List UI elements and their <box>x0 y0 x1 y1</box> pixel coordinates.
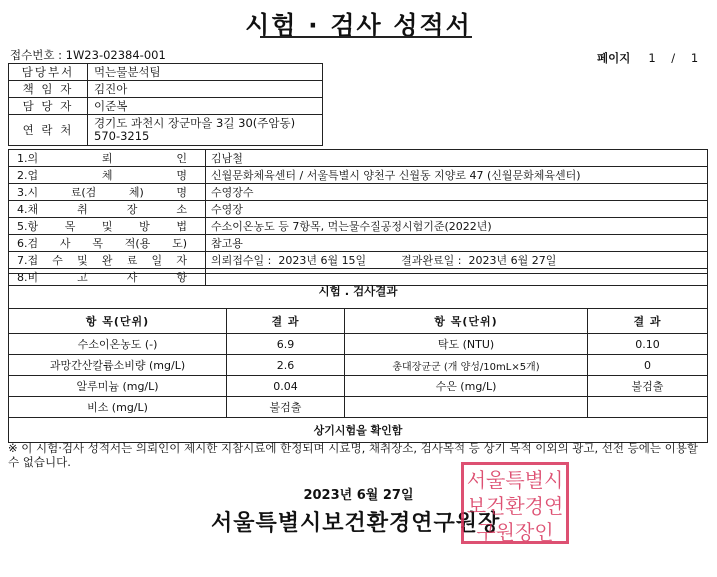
result-item: 과망간산칼륨소비량 (mg/L) <box>9 355 227 376</box>
info-key: 6.검 사 목 적(용 도) <box>9 235 206 252</box>
info-value: 의뢰접수일 : 2023년 6월 15일 결과완료일 : 2023년 6월 27일 <box>206 252 708 269</box>
info-key: 1.의 뢰 인 <box>9 150 206 167</box>
info-row <box>9 201 708 218</box>
page-indicator <box>597 50 704 66</box>
staff-value: 먹는물분석팀 <box>88 64 323 81</box>
info-row <box>9 150 708 167</box>
result-value: 6.9 <box>227 334 345 355</box>
info-key: 7.접 수 및 완 료 일 자 <box>9 252 206 269</box>
receipt-number: 접수번호 : 1W23-02384-001 <box>10 48 166 62</box>
page-value: 1 / 1 <box>648 51 705 65</box>
result-value: 불검출 <box>588 376 708 397</box>
result-value <box>588 397 708 418</box>
info-key: 8.비 고 사 항 <box>9 269 206 286</box>
result-item: 수소이온농도 (-) <box>9 334 227 355</box>
info-row <box>9 218 708 235</box>
result-item <box>345 397 588 418</box>
result-item: 알루미늄 (mg/L) <box>9 376 227 397</box>
staff-key: 연 락 처 <box>9 115 88 146</box>
issue-date: 2023년 6월 27일 <box>303 488 414 503</box>
staff-row <box>9 64 323 81</box>
info-row <box>9 184 708 201</box>
page-label: 페이지 <box>597 51 631 65</box>
staff-value: 김진아 <box>88 81 323 98</box>
info-value: 김남철 <box>206 150 708 167</box>
results-footer: 상기시험을 확인함 <box>9 418 708 443</box>
staff-row <box>9 98 323 115</box>
info-row <box>9 252 708 269</box>
info-key: 5.항 목 및 방 법 <box>9 218 206 235</box>
result-item: 총대장균군 (개 양성/10mL×5개) <box>345 355 588 376</box>
result-value: 불검출 <box>227 397 345 418</box>
staff-value: 경기도 과천시 장군마을 3길 30(주암동) 570-3215 <box>88 115 323 146</box>
staff-row <box>9 81 323 98</box>
info-row <box>9 235 708 252</box>
title-underline <box>260 36 472 38</box>
info-value: 참고용 <box>206 235 708 252</box>
staff-table <box>8 63 323 146</box>
info-value: 수영장수 <box>206 184 708 201</box>
info-key: 2.업 체 명 <box>9 167 206 184</box>
document-title: 시험 · 검사 성적서 <box>245 11 472 40</box>
table-row <box>9 397 708 418</box>
staff-key: 담당부서 <box>9 64 88 81</box>
col-result-header: 결 과 <box>588 309 708 334</box>
info-value: 수영장 <box>206 201 708 218</box>
result-value: 2.6 <box>227 355 345 376</box>
col-item-header: 항 목(단위) <box>9 309 227 334</box>
results-table <box>8 273 708 443</box>
results-title: 시험 . 검사결과 <box>9 274 708 309</box>
staff-key: 담 당 자 <box>9 98 88 115</box>
result-item: 수은 (mg/L) <box>345 376 588 397</box>
staff-key: 책 임 자 <box>9 81 88 98</box>
info-value: 수소이온농도 등 7항목, 먹는물수질공정시험기준(2022년) <box>206 218 708 235</box>
result-item: 탁도 (NTU) <box>345 334 588 355</box>
info-key: 4.채 취 장 소 <box>9 201 206 218</box>
info-row <box>9 167 708 184</box>
table-row <box>9 376 708 397</box>
table-row <box>9 355 708 376</box>
info-value: 신월문화체육센터 / 서울특별시 양천구 신월동 지양로 47 (신월문화체육센터) <box>206 167 708 184</box>
info-table <box>8 149 708 286</box>
staff-value: 이준복 <box>88 98 323 115</box>
result-value: 0.10 <box>588 334 708 355</box>
staff-row <box>9 115 323 146</box>
col-result-header: 결 과 <box>227 309 345 334</box>
result-item: 비소 (mg/L) <box>9 397 227 418</box>
issuer-name: 서울특별시보건환경연구원장 <box>211 511 501 536</box>
official-seal: 서울특별시 보건환경연 구원장인 <box>461 462 569 544</box>
result-value: 0.04 <box>227 376 345 397</box>
col-item-header: 항 목(단위) <box>345 309 588 334</box>
table-row <box>9 334 708 355</box>
result-value: 0 <box>588 355 708 376</box>
info-key: 3.시 료(검 체) 명 <box>9 184 206 201</box>
notice-text: ※ 이 시험·검사 성적서는 의뢰인이 제시한 지참시료에 한정되며 시료명, 채취장소, 검사목적 등 상기 목적 이외의 광고, 선전 등에는 이용할 수 없습니다. <box>8 441 698 469</box>
